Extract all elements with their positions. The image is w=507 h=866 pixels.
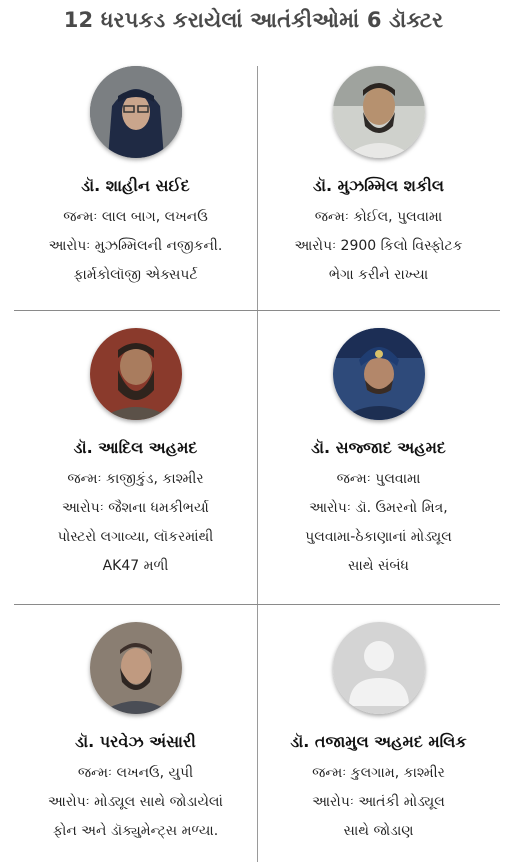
charge-line: આરોપઃ મોડ્યૂલ સાથે જોડાયેલાં xyxy=(48,794,223,810)
man-in-cap-portrait xyxy=(90,622,182,714)
birth-line: જન્મઃ કોઈલ, પુલવામા xyxy=(314,209,443,225)
charge-line: ભેગા કરીને રાખ્યા xyxy=(328,267,429,283)
charge-line: પોસ્ટરો લગાવ્યા, લૉકરમાંથી xyxy=(57,529,214,545)
person-card-shaheen xyxy=(14,66,257,290)
person-card-tajamul xyxy=(257,622,500,846)
charge-line: આરોપઃ 2900 કિલો વિસ્ફોટક xyxy=(294,238,463,254)
birth-line: જન્મઃ પુલવામા xyxy=(336,471,421,487)
birth-line: જન્મઃ કાજીકુંડ, કાશ્મીર xyxy=(67,471,204,487)
row-divider xyxy=(14,310,500,311)
birth-line: જન્મઃ લાલ બાગ, લખનઉ xyxy=(63,209,208,225)
charge-line: ફોન અને ડૉક્યુમેન્ટ્સ મળ્યા. xyxy=(52,823,219,839)
person-card-parvez xyxy=(14,622,257,846)
bearded-man-portrait xyxy=(333,66,425,158)
person-name: ડૉ. તજામુલ અહમદ મલિક xyxy=(290,732,467,751)
charge-line: સાથે જોડાણ xyxy=(343,823,414,839)
charge-line: પુલવામા-ઠેકાણાનાં મોડ્યૂલ xyxy=(305,529,452,545)
bearded-man-portrait xyxy=(90,328,182,420)
doctor-grid xyxy=(14,58,500,866)
charge-line: આરોપઃ ડૉ. ઉમરનો મિત્ર, xyxy=(309,500,448,516)
row-divider xyxy=(14,604,500,605)
charge-line: AK47 મળી xyxy=(102,558,169,574)
man-in-turban-portrait xyxy=(333,328,425,420)
person-card-muzammil xyxy=(257,66,500,290)
person-details xyxy=(257,203,500,290)
person-card-sajjad xyxy=(257,328,500,581)
birth-line: જન્મઃ લખનઉ, યુપી xyxy=(77,765,194,781)
woman-in-hijab-portrait xyxy=(90,66,182,158)
person-name: ડૉ. આદિલ અહમદ xyxy=(73,438,198,457)
charge-line: આરોપઃ આતંકી મોડ્યૂલ xyxy=(312,794,445,810)
person-details xyxy=(257,759,500,846)
person-name: ડૉ. મુઝમ્મિલ શકીલ xyxy=(313,176,444,195)
person-details xyxy=(14,203,257,290)
charge-line: આરોપઃ મુઝમ્મિલની નજીકની. xyxy=(48,238,223,254)
headline: 12 ધરપકડ કરાયેલાં આતંકીઓમાં 6 ડૉક્ટર xyxy=(63,8,444,32)
person-details xyxy=(14,465,257,581)
charge-line: આરોપઃ જૈશના ધમકીભર્યા xyxy=(62,500,209,516)
person-card-adil xyxy=(14,328,257,581)
person-name: ડૉ. સજ્જાદ અહમદ xyxy=(311,438,446,457)
person-details xyxy=(14,759,257,846)
person-name: ડૉ. પરવેઝ અંસારી xyxy=(75,732,196,751)
person-name: ડૉ. શાહીન સઈદ xyxy=(81,176,190,195)
default-avatar-icon xyxy=(333,622,425,714)
charge-line: ફાર્મકોલૉજી એક્સપર્ટ xyxy=(73,267,198,283)
charge-line: સાથે સંબંધ xyxy=(348,558,409,574)
birth-line: જન્મઃ કુલગામ, કાશ્મીર xyxy=(312,765,445,781)
person-details xyxy=(257,465,500,581)
